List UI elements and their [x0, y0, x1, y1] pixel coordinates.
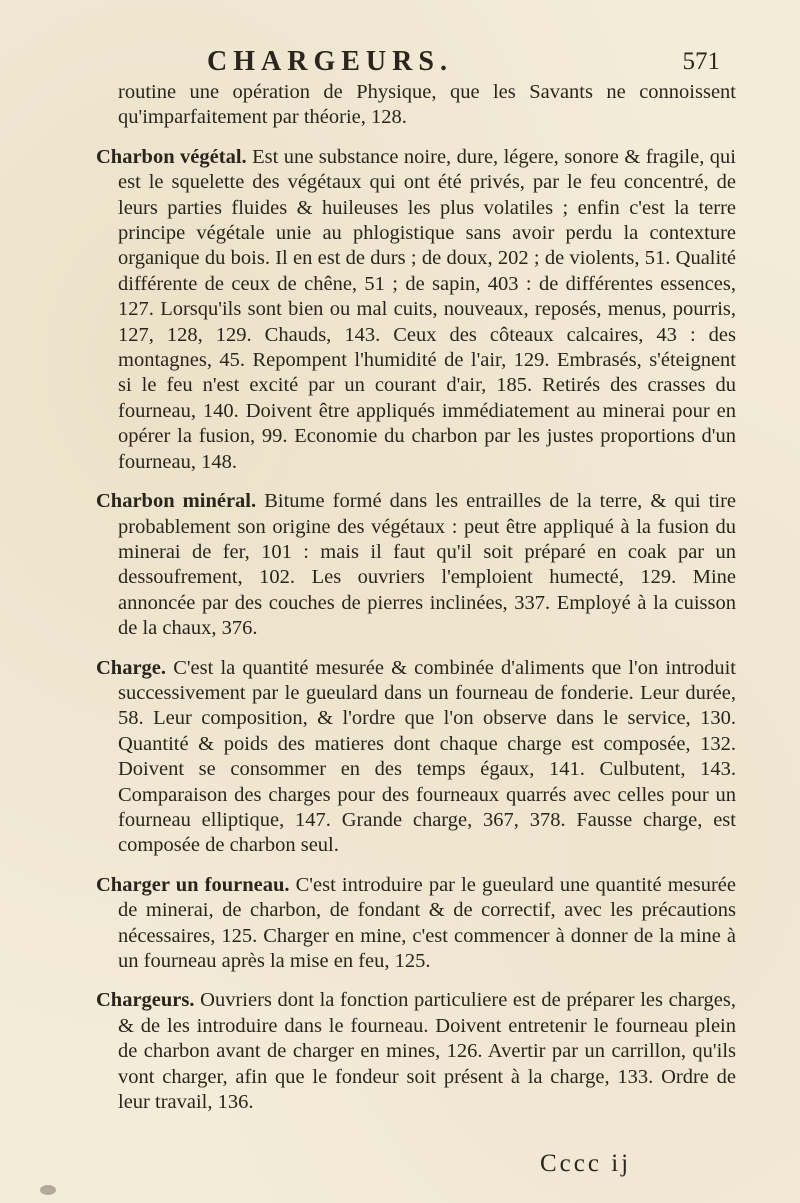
ink-smudge	[40, 1185, 56, 1195]
entry-text: C'est la quantité mesurée & combinée d'aliments que l'on introduit successivement par le gueulard dans un fourneau de fonderie. Leur durée, 58. Leur composition, & l'ordre que l'on observe dans le service, 130. Quantité & poids des matieres dont chaque charge est composée, 132. Doivent se consommer en des temps égaux, 141. Culbutent, 143. Comparaison des charges pour des fourneaux quarrés avec celles pour un fourneau elliptique, 147. Grande charge, 367, 378. Fausse charge, est composée de charbon seul.	[118, 656, 736, 857]
entry-charbon-mineral	[96, 489, 736, 641]
entry-text: Est une substance noire, dure, légere, sonore & fragile, qui est le squelette des végétaux qui ont été privés, par le feu concentré, de leurs parties fluides & huileuses les plus volatiles ; enfin c'est la terre principe végétale unie au phlogistique sans avoir perdu la contexture organique du bois. Il en est de durs ; de doux, 202 ; de violents, 51. Qualité différente de ceux de chêne, 51 ; de sapin, 403 : de différentes essences, 127. Lorsqu'ils sont bien ou mal cuits, nouveaux, reposés, menus, pourris, 127, 128, 129. Chauds, 143. Ceux des côteaux calcaires, 43 : des montagnes, 45. Repompent l'humidité de l'air, 129. Embrasés, s'éteignent si le feu n'est excité par un courant d'air, 185. Retirés des crasses du fourneau, 140. Doivent être appliqués immédiatement au minerai pour en opérer la fusion, 99. Economie du charbon par les justes proportions d'un fourneau, 148.	[118, 145, 736, 473]
entry-headword: Charbon végétal.	[96, 145, 247, 168]
entry-headword: Chargeurs.	[96, 989, 195, 1012]
entry-headword: Charger un fourneau.	[96, 873, 290, 896]
index-entries	[96, 80, 736, 1129]
entry-charbon-vegetal	[96, 145, 736, 475]
entry-text: C'est introduire par le gueulard une quantité mesurée de minerai, de charbon, de fondant & de correctif, avec les précautions nécessaires, 125. Charger en mine, c'est commencer à donner de la mine à un fourneau après la mise en feu, 125.	[118, 873, 736, 972]
entry-charger-un-fourneau	[96, 873, 736, 975]
entry-chargeurs	[96, 988, 736, 1115]
signature-mark: Cccc ij	[540, 1150, 632, 1177]
entry-continuation	[96, 80, 736, 131]
entry-text: Ouvriers dont la fonction particuliere est de préparer les charges, & de les introduire dans le fourneau. Doivent entretenir le fourneau plein de charbon avant de charger en mines, 126. Avertir par un carrillon, qu'ils vont charger, afin que le fondeur soit présent à la charge, 133. Ordre de leur travail, 136.	[118, 989, 736, 1114]
page-number: 571	[682, 48, 720, 75]
running-title: CHARGEURS.	[207, 46, 453, 77]
entry-text: routine une opération de Physique, que les Savants ne connoissent qu'imparfaitement par théorie, 128.	[118, 81, 736, 129]
entry-text: Bitume formé dans les entrailles de la terre, & qui tire probablement son origine des végétaux : peut être appliqué à la fusion du minerai de fer, 101 : mais il faut qu'il soit préparé en coak par un dessoufrement, 102. Les ouvriers l'emploient humecté, 129. Mine annoncée par des couches de pierres inclinées, 337. Employé à la cuisson de la chaux, 376.	[118, 490, 736, 640]
entry-headword: Charge.	[96, 656, 167, 679]
entry-headword: Charbon minéral.	[96, 490, 257, 513]
entry-charge	[96, 656, 736, 859]
